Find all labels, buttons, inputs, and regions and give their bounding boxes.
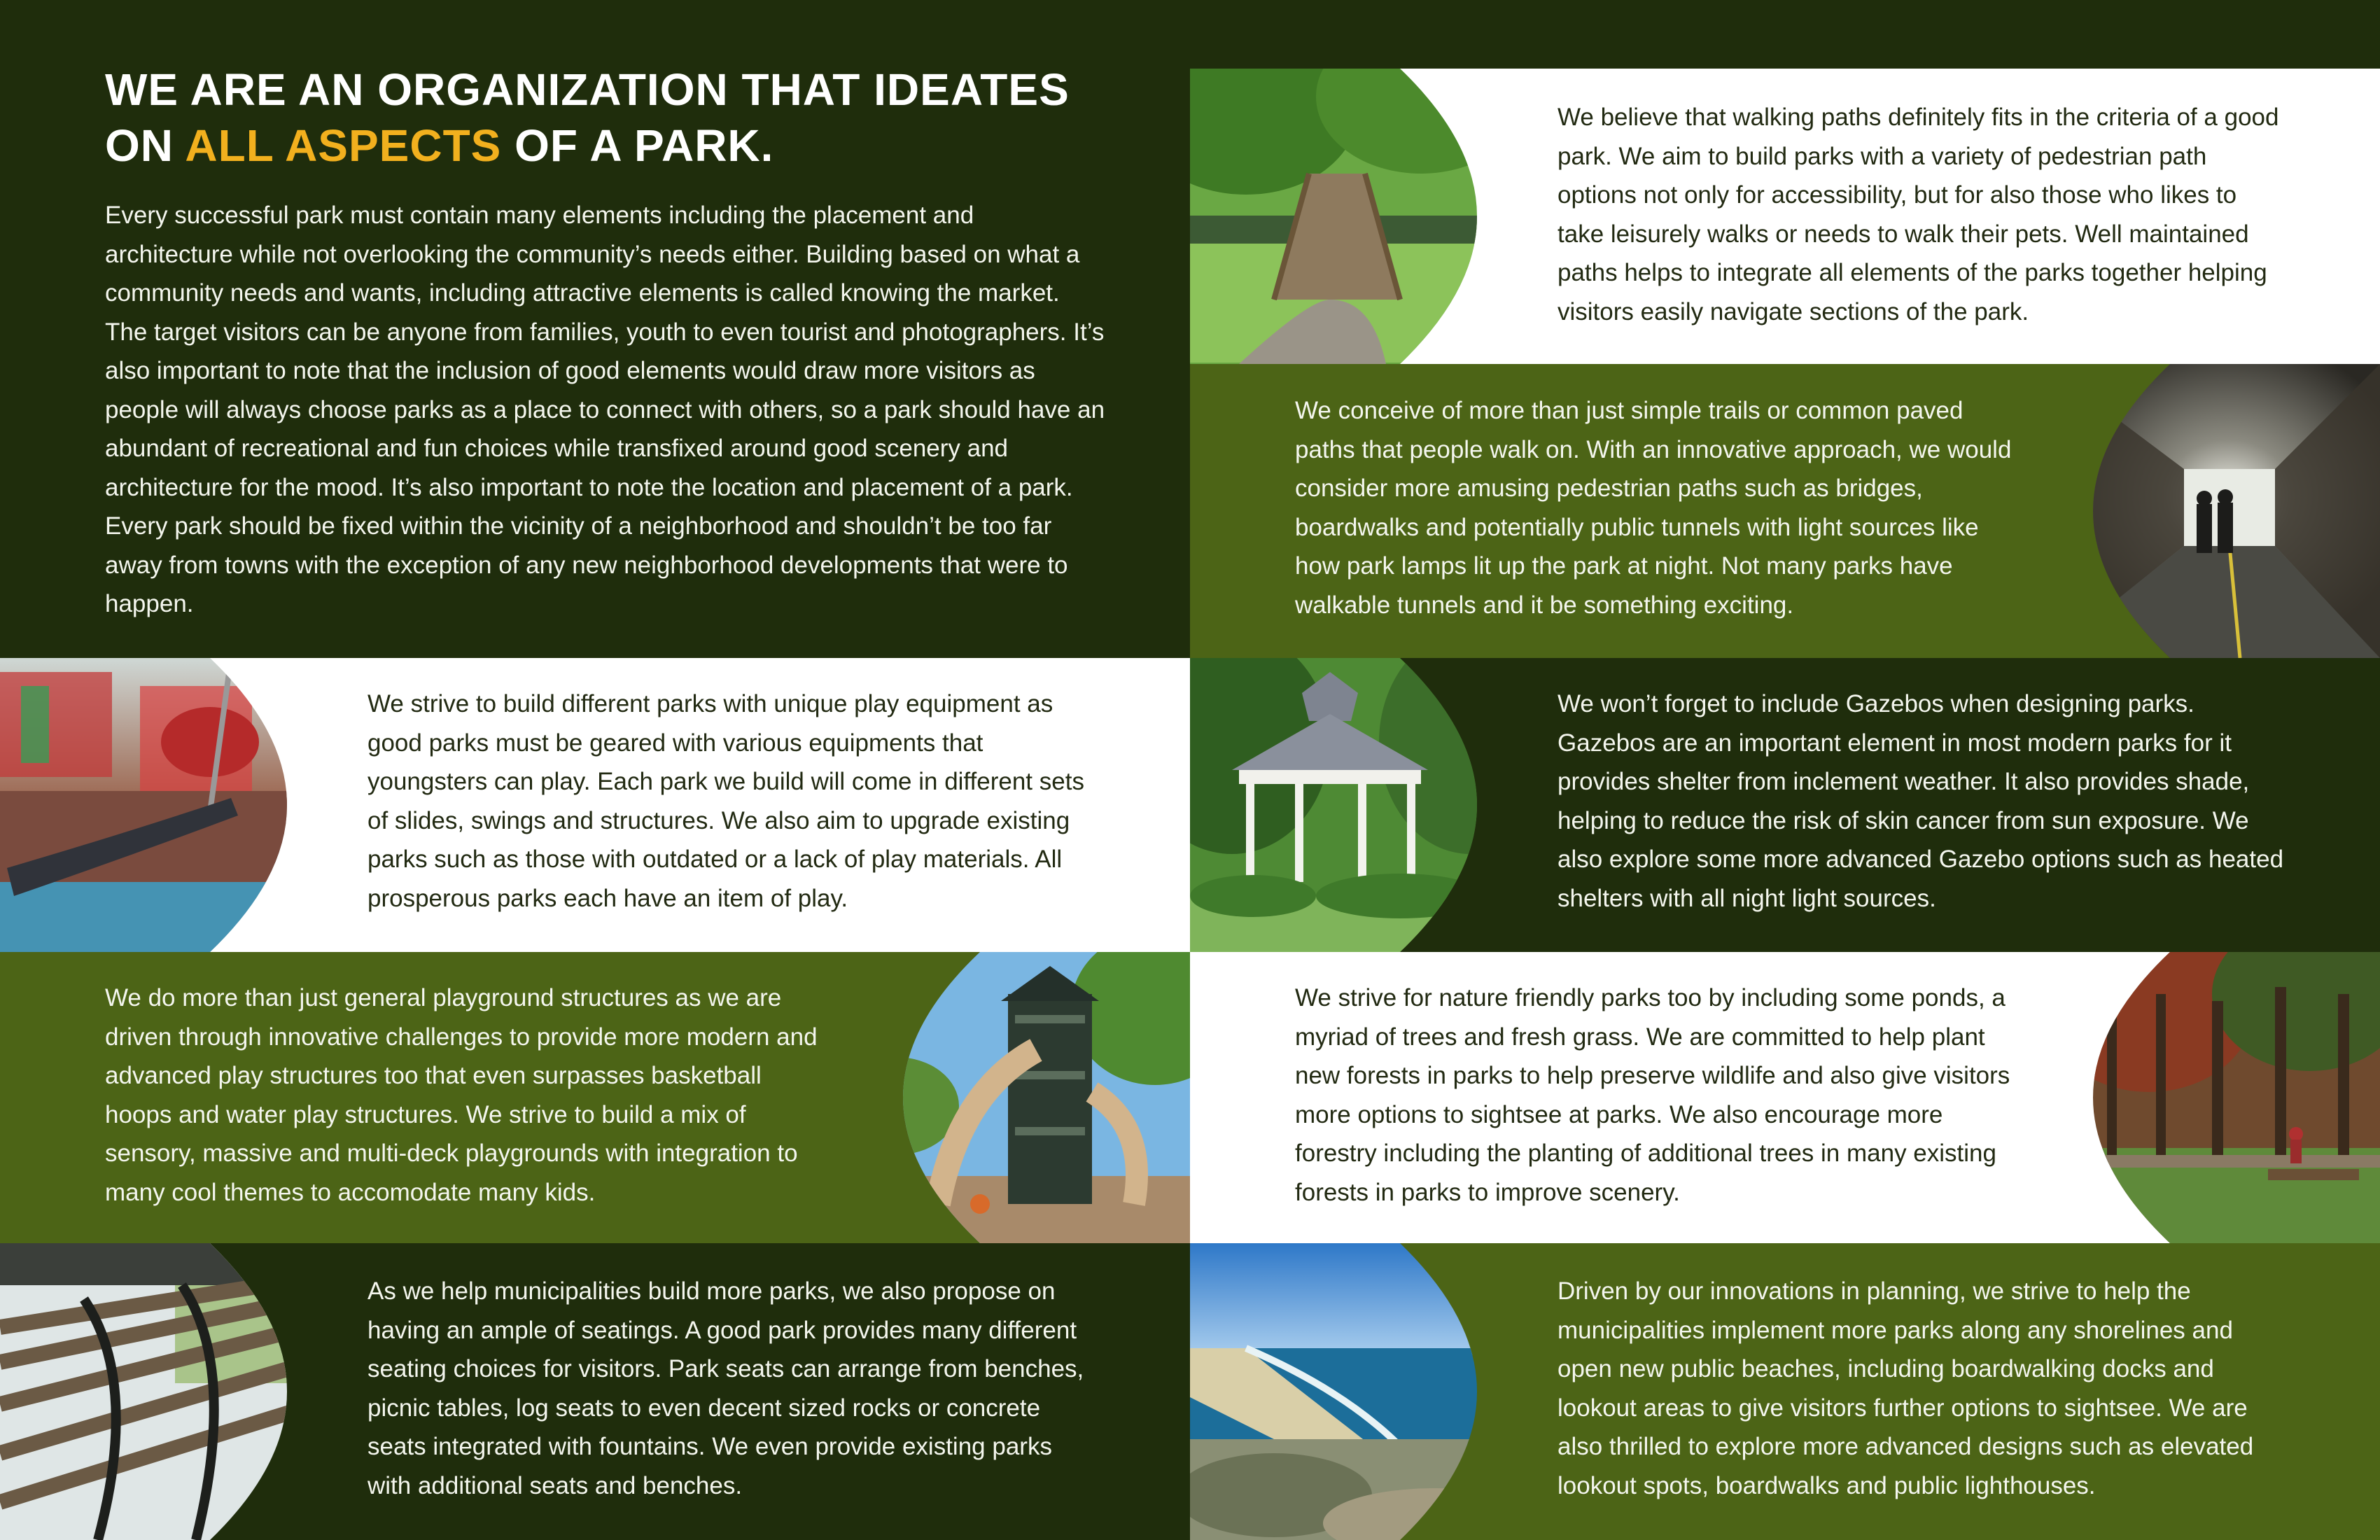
seating-text: As we help municipalities build more parks, we also propose on having an ample of seatings. A good park provides many different seating choices for visitors. Park seats can arrange from benches, picnic tables, log seats to even decent sized rocks or concrete seats integrated with fountains. We even provide existing parks with additional seats and benches. — [368, 1278, 1084, 1499]
nature-text: We strive for nature friendly parks too by including some ponds, a myriad of trees and fresh grass. We are committed to help plant new forests in parks to help preserve wildlife and also give visitors more options to sightsee at parks. We also encourage more forestry including the planting of additional trees in many existing forests in parks to improve scenery. — [1295, 984, 2010, 1206]
top-strip — [1190, 0, 2380, 69]
footbridge-photo — [1190, 69, 1526, 364]
coastline-photo — [1190, 1243, 1526, 1540]
bench-photo — [0, 1243, 336, 1540]
tunnel-photo — [2044, 364, 2380, 658]
gazebo-photo — [1190, 658, 1526, 952]
shorelines-text: Driven by our innovations in planning, we strive to help the municipalities implement more parks along any shorelines and open new public beaches, including boardwalking docks and lookout areas to give visitors further options to sightsee. We are also thrilled to explore more advanced designs such as elevated lookout spots, boardwalks and public lighthouses. — [1558, 1278, 2254, 1499]
walking-paths-text: We believe that walking paths definitely fits in the criteria of a good park. We aim to build parks with a variety of pedestrian path options not only for accessibility, but for also those who likes to take leisurely walks or needs to walk their pets. Well maintained paths helps to integrate all elements of the parks together helping visitors easily navigate sections of the park. — [1558, 104, 2279, 326]
title-accent: ALL ASPECTS — [185, 120, 502, 171]
play-structures-text: We do more than just general playground structures as we are driven through innovative challenges to provide more modern and advanced play structures too that even surpasses basketball hoops and water play structures. We strive to build a mix of sensory, massive and multi-deck playgrounds with integration to many cool themes to accomodate many kids. — [105, 984, 818, 1206]
play-equipment-text: We strive to build different parks with unique play equipment as good parks must be geared with various equipments that youngsters can play. Each park we build will come in different sets of slides, swings and structures. We also aim to upgrade existing parks such as those with outdated or a lack of play materials. All prosperous parks each have an item of play. — [368, 690, 1084, 912]
page-title — [105, 62, 1070, 174]
tunnels-text: We conceive of more than just simple trails or common paved paths that people walk on. With an innovative approach, we would consider more amusing pedestrian paths such as bridges, boardwalks and potentially public tunnels with light sources like how park lamps lit up the park at night. Not many parks have walkable tunnels and it be something exciting. — [1295, 397, 2012, 619]
play-tower-photo — [854, 952, 1190, 1243]
swing-photo — [0, 658, 336, 952]
gazebos-text: We won’t forget to include Gazebos when designing parks. Gazebos are an important element in most modern parks for it provides shelter from inclement weather. It also provides shade, helping to reduce the risk of skin cancer from sun exposure. We also explore some more advanced Gazebo options such as heated shelters with all night light sources. — [1558, 690, 2284, 912]
title-line-2-end: OF A PARK. — [501, 120, 774, 171]
intro-paragraph: Every successful park must contain many elements including the placement and architecture while not overlooking the community’s needs either. Building based on what a community needs and wants, including attractive elements is called knowing the market. The target visitors can be anyone from families, youth to even tourist and photographers. It’s also important to note that the inclusion of good elements would draw more visitors as people will always choose parks as a place to connect with others, so a park should have an abundant of recreational and fun choices while transfixed around good scenery and architecture for the mood. It’s also important to note the location and placement of a park. Every park should be fixed within the vicinity of a neighborhood and shouldn’t be too far away from towns with the exception of any new neighborhood developments that were to happen. — [105, 202, 1105, 617]
title-line-1: WE ARE AN ORGANIZATION THAT IDEATES — [105, 64, 1070, 115]
title-line-2-start: ON — [105, 120, 186, 171]
forest-photo — [2044, 952, 2380, 1243]
